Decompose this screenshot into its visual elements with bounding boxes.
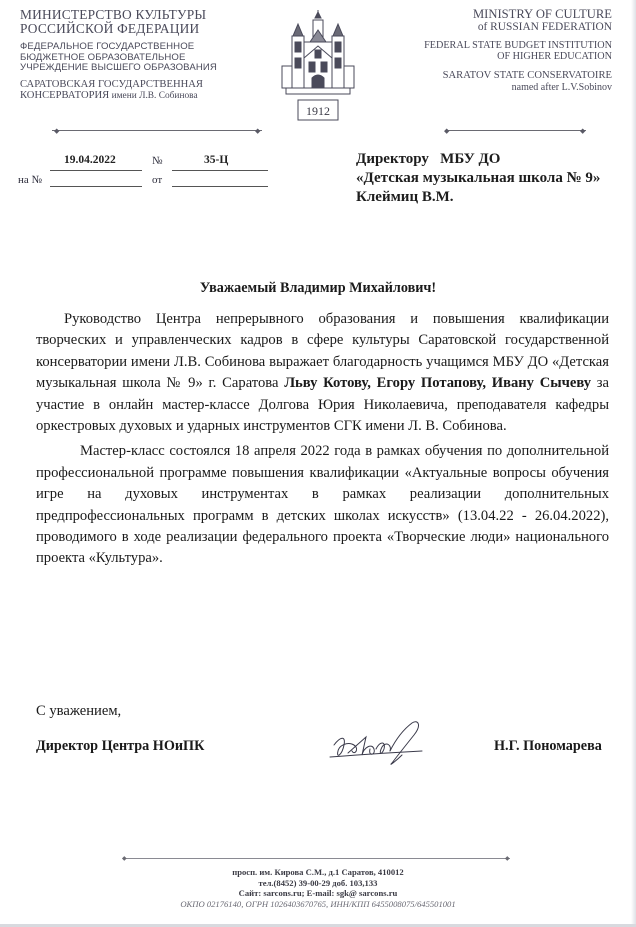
institution-type-ru	[20, 42, 250, 74]
institution-type-en	[372, 40, 612, 62]
conservatory-line: named after L.V.Sobinov	[511, 82, 612, 93]
building-emblem-icon	[276, 6, 360, 130]
date-underline	[50, 170, 142, 171]
emblem-year: 1912	[306, 104, 330, 118]
conservatory-line	[20, 90, 250, 103]
letter-number: 35-Ц	[204, 154, 229, 166]
conservatory-line: САРАТОВСКАЯ ГОСУДАРСТВЕННАЯ	[20, 78, 203, 90]
handwritten-signature	[326, 715, 438, 771]
conservatory-name-ru	[20, 79, 250, 103]
signatory-title: Директор Центра НОиПК	[36, 738, 205, 754]
greeting: Уважаемый Владимир Михайлович!	[199, 280, 437, 296]
institution-line: УЧРЕЖДЕНИЕ ВЫСШЕГО ОБРАЗОВАНИЯ	[20, 62, 217, 73]
conservatory-line: SARATOV STATE CONSERVATOIRE	[442, 70, 612, 81]
number-label: №	[152, 155, 163, 167]
scan-edge	[631, 0, 636, 927]
reply-from-underline	[172, 186, 268, 187]
ministry-name-en	[372, 8, 612, 34]
addressee-position: Директору МБУ ДО	[356, 151, 501, 167]
institution-line: FEDERAL STATE BUDGET INSTITUTION	[424, 40, 612, 51]
conservatory-name-en	[372, 70, 612, 94]
signatory-name: Н.Г. Пономарева	[494, 738, 602, 754]
ministry-line: of RUSSIAN FEDERATION	[477, 21, 612, 33]
letterhead-right	[372, 8, 612, 94]
letter-body	[36, 309, 609, 570]
ministry-line: РОССИЙСКОЙ ФЕДЕРАЦИИ	[20, 21, 200, 36]
paragraph-text: за участие в онлайн мастер-классе Долгова Юрия Николаевича, преподавателя кафедры оркестровых духовых и ударных инструментов СГК имени Л. В. Собинова.	[36, 375, 609, 435]
addressee-name: Клеймиц В.М.	[356, 189, 454, 205]
footer-divider-diamond-icon: ◆	[122, 856, 127, 862]
conservatory-suffix: имени Л.В. Собинова	[109, 91, 198, 101]
letterhead-left	[20, 8, 250, 103]
addressee-organization: «Детская музыкальная школа № 9»	[356, 170, 601, 186]
right-divider-diamond-icon: ◆	[580, 127, 586, 135]
left-divider-diamond-icon: ◆	[255, 127, 261, 135]
footer-web-email: Сайт: sarcons.ru; E-mail: sgk@ sarcons.ru	[238, 888, 398, 899]
ministry-line: МИНИСТЕРСТВО КУЛЬТУРЫ	[20, 7, 207, 22]
reply-to-label: на №	[18, 174, 43, 186]
left-divider	[52, 130, 262, 131]
addressee-block	[356, 150, 616, 207]
ministry-line: MINISTRY OF CULTURE	[472, 7, 612, 21]
body-paragraph	[36, 309, 609, 437]
conservatory-word: КОНСЕРВАТОРИЯ	[20, 90, 110, 101]
institution-line: ФЕДЕРАЛЬНОЕ ГОСУДАРСТВЕННОЕ	[20, 41, 195, 52]
footer-divider-diamond-icon: ◆	[505, 856, 510, 862]
paragraph-text: Руководство Центра непрерывного образования и повышения квалификации творческих и управленческих кадров в сфере культуры Саратовской государственной консерватории имени Л.В. Собинова выражает благодарность учащимся МБУ ДО «Детская музыкальная школа № 9» г. Саратова	[36, 311, 609, 392]
right-divider	[446, 130, 586, 131]
closing-phrase: С уважением,	[36, 703, 122, 719]
right-divider-diamond-icon: ◆	[444, 127, 450, 135]
left-divider-diamond-icon: ◆	[54, 127, 60, 135]
signature-icon	[326, 715, 438, 771]
ministry-name-ru	[20, 8, 250, 36]
footer-address: просп. им. Кирова С.М., д.1 Саратов, 410012	[232, 867, 404, 877]
letter-date: 19.04.2022	[64, 154, 116, 166]
conservatory-emblem	[276, 6, 360, 130]
number-underline	[172, 170, 268, 171]
institution-line: OF HIGHER EDUCATION	[497, 51, 612, 62]
institution-line: БЮДЖЕТНОЕ ОБРАЗОВАТЕЛЬНОЕ	[20, 51, 186, 63]
footer-phone: тел.(8452) 39-00-29 доб. 103,133	[258, 877, 378, 888]
footer-registration-codes: ОКПО 02176140, ОГРН 1026403670765, ИНН/КПП 6455008075/645501001	[180, 898, 456, 909]
reply-to-underline	[50, 186, 142, 187]
footer-divider	[126, 858, 510, 859]
footer-contacts	[0, 867, 636, 909]
body-paragraph: Мастер-класс состоялся 18 апреля 2022 года в рамках обучения по дополнительной профессиональной программе повышения квалификации «Актуальные вопросы обучения игре на духовых инструментах в рамках реализации дополнительных предпрофессиональных программ в детских школах искусств» (13.04.22 - 26.04.2022), проводимого в ходе реализации федерального проекта «Творческие люди» национального проекта «Культура».	[36, 443, 609, 567]
reply-from-label: от	[152, 174, 163, 186]
student-names: Льву Котову, Егору Потапову, Ивану Сычеву	[284, 375, 592, 392]
